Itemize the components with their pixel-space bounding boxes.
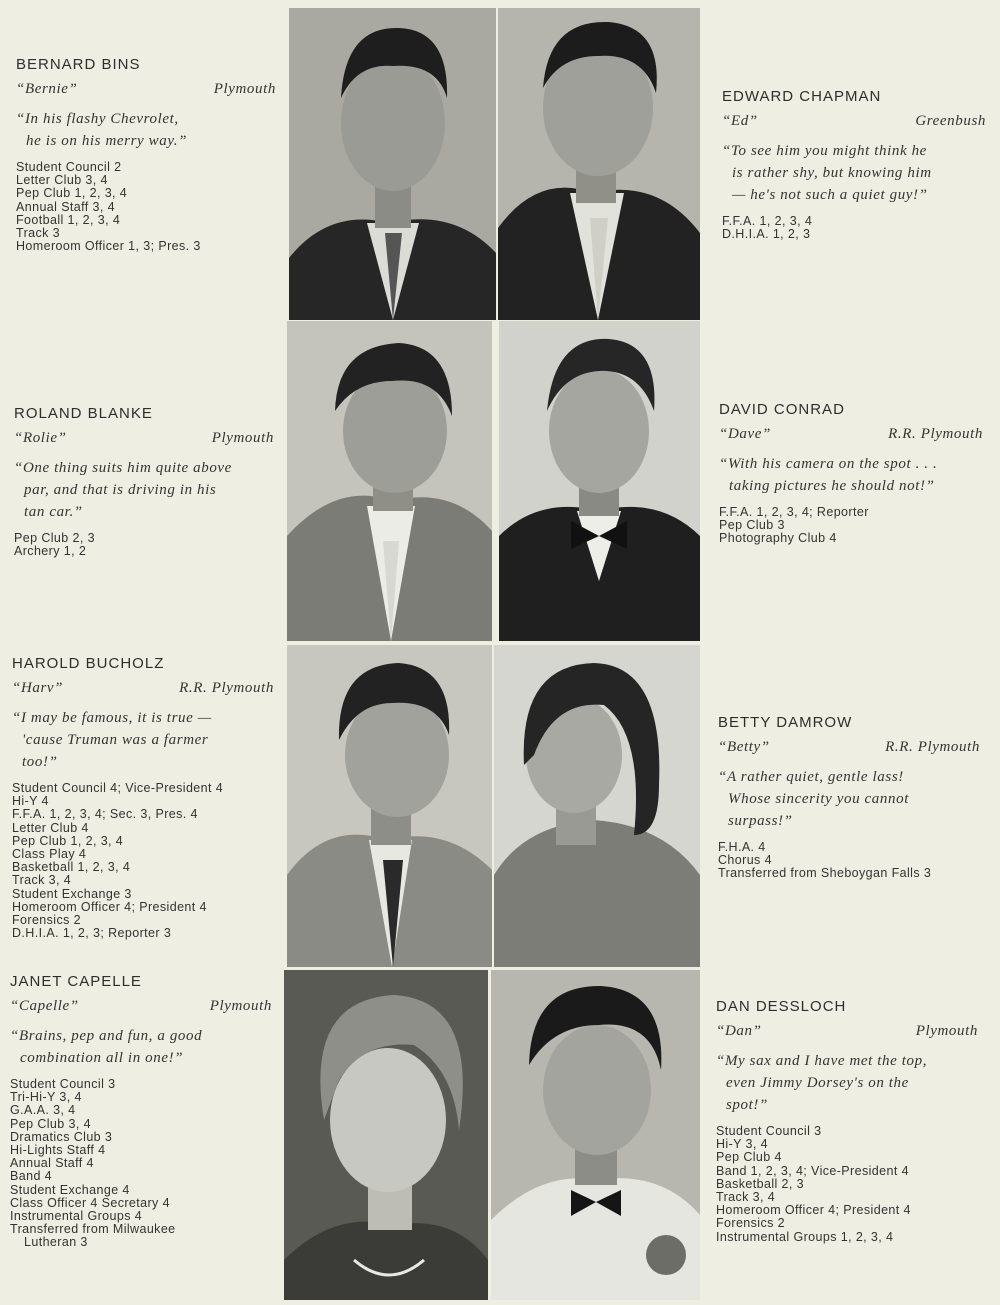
activity-item: F.H.A. 4 xyxy=(718,840,766,854)
activity-item: Track 3, 4 xyxy=(12,873,72,888)
activities-list xyxy=(10,1078,272,1250)
nickname: “Betty” xyxy=(718,739,770,755)
activity-item: Basketball 1, 2, 3, 4 xyxy=(12,860,131,875)
activity-item: Student Exchange 3 xyxy=(12,886,132,901)
activity-item: Instrumental Groups 4 xyxy=(10,1209,143,1224)
activity-item: Pep Club 4 xyxy=(716,1150,782,1165)
activity-item: Pep Club 1, 2, 3, 4 xyxy=(16,186,128,201)
activities-list xyxy=(722,215,986,241)
student-name: HAROLD BUCHOLZ xyxy=(12,655,165,672)
quote xyxy=(718,766,980,832)
quote-line: “One thing suits him quite above xyxy=(14,460,232,476)
activities-list xyxy=(16,161,276,253)
activities-list xyxy=(12,782,274,940)
nickname: “Capelle” xyxy=(10,998,79,1014)
activity-item: Pep Club 2, 3 xyxy=(14,531,95,545)
hometown: R.R. Plymouth xyxy=(885,739,980,755)
quote xyxy=(12,707,274,773)
nickname: “Rolie” xyxy=(14,430,67,446)
portrait-roland-blanke xyxy=(287,321,492,641)
activity-item: Forensics 2 xyxy=(12,913,82,928)
activity-item: Student Exchange 4 xyxy=(10,1182,130,1197)
hometown: Greenbush xyxy=(915,113,986,129)
activity-item: Class Officer 4 Secretary 4 xyxy=(10,1195,170,1210)
quote-line: tan car.” xyxy=(24,504,83,520)
activity-item: Annual Staff 4 xyxy=(10,1156,94,1171)
quote-line: “I may be famous, it is true — xyxy=(12,710,212,726)
entry-bernard-bins xyxy=(16,56,276,253)
activity-item: D.H.I.A. 1, 2, 3; Reporter 3 xyxy=(12,926,172,941)
nickname: “Dave” xyxy=(719,426,771,442)
activity-item: Homeroom Officer 1, 3; Pres. 3 xyxy=(16,239,201,254)
student-name: DAVID CONRAD xyxy=(719,401,845,418)
activity-item: G.A.A. 3, 4 xyxy=(10,1103,76,1118)
nickname: “Dan” xyxy=(716,1023,762,1039)
activity-item: Transferred from Sheboygan Falls 3 xyxy=(718,866,932,881)
activity-item: Student Council 3 xyxy=(10,1077,116,1091)
activity-item: Hi-Y 3, 4 xyxy=(716,1137,769,1152)
activity-item: Homeroom Officer 4; President 4 xyxy=(12,899,207,914)
hometown: R.R. Plymouth xyxy=(179,680,274,696)
quote xyxy=(10,1025,272,1069)
hometown: R.R. Plymouth xyxy=(888,426,983,442)
activity-item: F.F.A. 1, 2, 3, 4; Sec. 3, Pres. 4 xyxy=(12,807,198,822)
activity-item: Annual Staff 3, 4 xyxy=(16,199,115,214)
activity-item: Pep Club 1, 2, 3, 4 xyxy=(12,833,124,848)
activity-item: Hi-Lights Staff 4 xyxy=(10,1143,106,1158)
activities-list xyxy=(718,841,980,881)
hometown: Plymouth xyxy=(211,430,274,446)
quote xyxy=(14,457,274,523)
quote-line: combination all in one!” xyxy=(20,1050,184,1066)
entry-betty-damrow xyxy=(718,714,980,881)
student-name: ROLAND BLANKE xyxy=(14,405,153,422)
activities-list xyxy=(719,506,983,546)
quote-line: — he's not such a quiet guy!” xyxy=(732,187,928,203)
hometown: Plymouth xyxy=(915,1023,978,1039)
activity-item: Transferred from Milwaukee xyxy=(10,1222,176,1237)
quote-line: taking pictures he should not!” xyxy=(729,478,935,494)
quote-line: spot!” xyxy=(726,1097,768,1113)
activity-item: Dramatics Club 3 xyxy=(10,1129,113,1144)
activity-item: Lutheran 3 xyxy=(24,1235,88,1250)
activity-item: Student Council 3 xyxy=(716,1124,822,1138)
entry-dan-dessloch xyxy=(716,998,978,1244)
activity-item: Football 1, 2, 3, 4 xyxy=(16,212,121,227)
quote-line: “With his camera on the spot . . . xyxy=(719,456,938,472)
quote-line: is rather shy, but knowing him xyxy=(732,165,932,181)
activity-item: Student Council 4; Vice-President 4 xyxy=(12,781,224,795)
entry-david-conrad xyxy=(719,401,983,546)
activity-item: Homeroom Officer 4; President 4 xyxy=(716,1203,911,1218)
nickname: “Bernie” xyxy=(16,81,78,97)
activity-item: Band 1, 2, 3, 4; Vice-President 4 xyxy=(716,1163,909,1178)
activities-list xyxy=(716,1125,978,1244)
activity-item: Student Council 2 xyxy=(16,160,122,174)
activity-item: Archery 1, 2 xyxy=(14,544,87,559)
quote xyxy=(722,140,986,206)
portrait-betty-damrow xyxy=(494,645,700,967)
activity-item: Basketball 2, 3 xyxy=(716,1176,804,1191)
activity-item: Instrumental Groups 1, 2, 3, 4 xyxy=(716,1229,894,1244)
quote-line: “To see him you might think he xyxy=(722,143,927,159)
activity-item: Pep Club 3, 4 xyxy=(10,1116,91,1131)
quote-line: surpass!” xyxy=(728,813,793,829)
activity-item: Photography Club 4 xyxy=(719,531,837,546)
entry-roland-blanke xyxy=(14,405,274,558)
portrait-david-conrad xyxy=(499,321,700,641)
entry-edward-chapman xyxy=(722,88,986,241)
quote-line: he is on his merry way.” xyxy=(26,133,188,149)
activity-item: Letter Club 3, 4 xyxy=(16,173,108,188)
portrait-dan-dessloch xyxy=(491,970,700,1300)
quote xyxy=(719,453,983,497)
activity-item: D.H.I.A. 1, 2, 3 xyxy=(722,227,811,242)
activity-item: Pep Club 3 xyxy=(719,518,785,533)
quote-line: too!” xyxy=(22,754,58,770)
entry-janet-capelle xyxy=(10,973,272,1250)
activity-item: F.F.A. 1, 2, 3, 4 xyxy=(722,214,813,228)
student-name: BETTY DAMROW xyxy=(718,714,853,731)
portrait-janet-capelle xyxy=(284,970,488,1300)
activity-item: Band 4 xyxy=(10,1169,53,1184)
quote xyxy=(716,1050,978,1116)
hometown: Plymouth xyxy=(213,81,276,97)
activity-item: Track 3, 4 xyxy=(716,1190,776,1205)
student-name: BERNARD BINS xyxy=(16,56,141,73)
entry-harold-bucholz xyxy=(12,655,274,940)
quote xyxy=(16,108,276,152)
student-name: JANET CAPELLE xyxy=(10,973,142,990)
portrait-edward-chapman xyxy=(498,8,700,320)
quote-line: 'cause Truman was a farmer xyxy=(22,732,209,748)
activity-item: Forensics 2 xyxy=(716,1216,786,1231)
hometown: Plymouth xyxy=(209,998,272,1014)
activities-list xyxy=(14,532,274,558)
quote-line: “Brains, pep and fun, a good xyxy=(10,1028,203,1044)
quote-line: “A rather quiet, gentle lass! xyxy=(718,769,904,785)
student-name: DAN DESSLOCH xyxy=(716,998,847,1015)
activity-item: Class Play 4 xyxy=(12,847,87,862)
portrait-bernard-bins xyxy=(289,8,496,320)
nickname: “Ed” xyxy=(722,113,758,129)
quote-line: par, and that is driving in his xyxy=(24,482,217,498)
activity-item: Chorus 4 xyxy=(718,853,772,868)
quote-line: “My sax and I have met the top, xyxy=(716,1053,928,1069)
quote-line: even Jimmy Dorsey's on the xyxy=(726,1075,909,1091)
activity-item: F.F.A. 1, 2, 3, 4; Reporter xyxy=(719,505,869,519)
quote-line: “In his flashy Chevrolet, xyxy=(16,111,179,127)
activity-item: Tri-Hi-Y 3, 4 xyxy=(10,1090,82,1105)
student-name: EDWARD CHAPMAN xyxy=(722,88,882,105)
activity-item: Letter Club 4 xyxy=(12,820,89,835)
activity-item: Hi-Y 4 xyxy=(12,794,49,809)
nickname: “Harv” xyxy=(12,680,64,696)
activity-item: Track 3 xyxy=(16,226,61,241)
quote-line: Whose sincerity you cannot xyxy=(728,791,909,807)
portrait-harold-bucholz xyxy=(287,645,492,967)
